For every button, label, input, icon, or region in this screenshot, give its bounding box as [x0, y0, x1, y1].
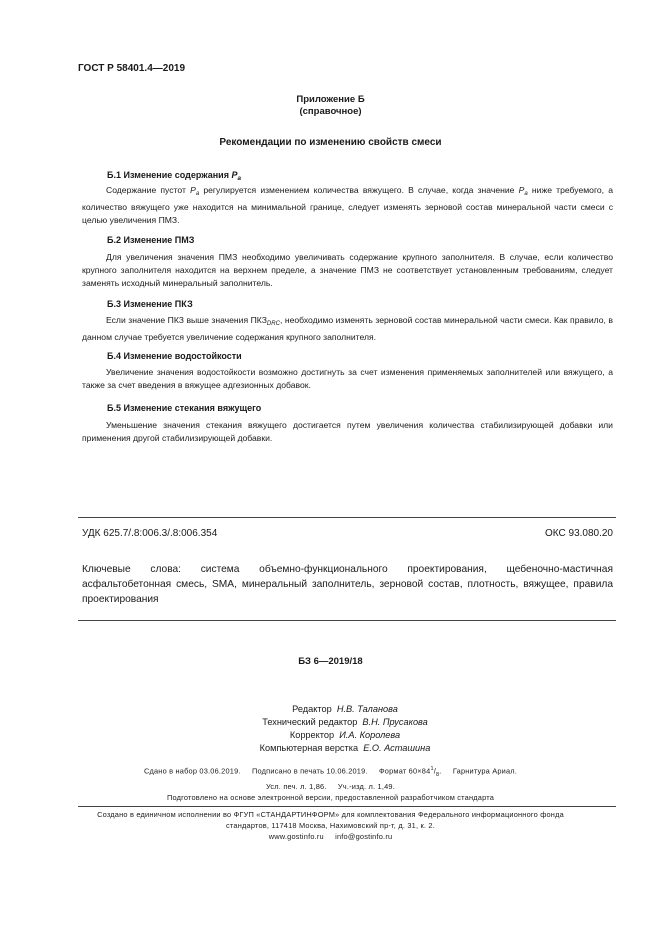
- paragraph-b4: Увеличение значения водостойкости возможно достигнуть за счет изменения применяемых заполнителей или вяжущего, а также за счет введения в вяжущее адгезионных добавок.: [82, 367, 613, 390]
- udk-code: УДК 625.7/.8:006.3/.8:006.354: [82, 528, 218, 539]
- staff-role: Корректор: [289, 730, 335, 740]
- section-heading-b3: Б.3 Изменение ПКЗ: [107, 299, 193, 309]
- appendix-type: (справочное): [299, 106, 362, 117]
- staff-name: И.А. Королева: [339, 730, 401, 740]
- print-line-1: Сдано в набор 03.06.2019. Подписано в печать 10.06.2019. Формат $60\times 84^1/_8$. Гарнитура Ариал.: [143, 766, 518, 778]
- b1-var-2: P: [518, 185, 525, 195]
- section-heading-b5: Б.5 Изменение стекания вяжущего: [107, 403, 262, 413]
- b1-text-1: Содержание пустот: [106, 185, 191, 195]
- staff-tech-editor: [230, 716, 460, 729]
- staff-layout: [230, 742, 460, 755]
- divider-top: [78, 517, 616, 518]
- keywords: Ключевые слова: система объемно-функционального проектирования, щебеночно-мастичная асфальтобетонная смесь, SMA, минеральный заполнитель, зерновой состав, плотность, вяжущее, правила проектирования: [82, 564, 613, 605]
- print-line-2: [0, 781, 661, 792]
- print-format-sup: 1: [430, 766, 434, 772]
- print-format: Формат 60×84: [378, 766, 431, 776]
- b3-text-2: , необходимо изменять зерновой состав минеральной части смеси. Как правило, в данном случае требуется увеличение содержания крупного заполнителя.: [82, 315, 613, 343]
- section-heading-b1-text: Б.1 Изменение содержания: [107, 170, 232, 180]
- divider-bottom: [78, 620, 616, 621]
- footer: [0, 809, 661, 842]
- section-heading-b1-sub: a: [237, 175, 242, 183]
- print-pub-sheets: Уч.-изд. л. 1,49.: [337, 781, 395, 791]
- print-submitted: Сдано в набор 03.06.2019.: [143, 766, 241, 776]
- print-sheets: Усл. печ. л. 1,86.: [266, 781, 327, 791]
- b1-var-1: P: [190, 185, 196, 195]
- staff-name: В.Н. Прусакова: [362, 717, 428, 727]
- paragraph-b2: Для увеличения значения ПМЗ необходимо увеличивать содержание крупного заполнителя. В случае, если количество крупного заполнителя находится на верхнем пределе, а значение ПМЗ не соответствует установленным требованиям, следует заменять исходный минеральный заполнитель.: [82, 252, 613, 288]
- document-code: ГОСТ Р 58401.4—2019: [78, 63, 186, 74]
- footer-email-link[interactable]: info@gostinfo.ru: [335, 832, 393, 841]
- section-heading-b2: Б.2 Изменение ПМЗ: [107, 235, 195, 245]
- b1-sub-2: a: [524, 191, 528, 198]
- recommendations-title: Рекомендации по изменению свойств смеси: [219, 137, 442, 148]
- bz-number: БЗ 6—2019/18: [298, 656, 363, 667]
- b1-text-3: ниже требуемого, а количество вяжущего уже находится на минимальной границе, следует изменять зерновой состав минеральной части смеси с целью увеличения ПМЗ.: [82, 185, 614, 226]
- staff-role: Редактор: [292, 704, 332, 714]
- footer-website-link[interactable]: www.gostinfo.ru: [268, 832, 324, 841]
- print-details: [0, 764, 661, 803]
- b3-sub: DRC: [266, 321, 280, 328]
- print-format-dot: .: [439, 766, 442, 776]
- section-heading-b1-var: P: [231, 170, 238, 180]
- staff-corrector: [230, 729, 460, 742]
- b3-text-1: Если значение ПКЗ выше значения ПКЗ: [106, 315, 267, 325]
- staff-name: Е.О. Асташина: [363, 743, 431, 753]
- print-format-sub: 8: [436, 771, 440, 778]
- appendix-heading: [0, 94, 661, 118]
- oks-code: ОКС 93.080.20: [545, 528, 613, 539]
- staff-role: Компьютерная верстка: [259, 743, 359, 753]
- footer-line-3: [0, 831, 661, 842]
- print-signed: Подписано в печать 10.06.2019.: [251, 766, 368, 776]
- footer-line-2: стандартов, 117418 Москва, Нахимовский пр-т, д. 31, к. 2.: [226, 821, 435, 830]
- paragraph-b1: [82, 184, 613, 227]
- section-heading-b1: [107, 170, 241, 182]
- b1-sub-1: a: [195, 191, 200, 198]
- staff-editor: [230, 703, 460, 716]
- appendix-title: Приложение Б: [296, 94, 365, 105]
- staff-name: Н.В. Таланова: [336, 704, 398, 714]
- staff-role: Технический редактор: [262, 717, 358, 727]
- print-typeface: Гарнитура Ариал.: [452, 766, 518, 776]
- print-line-3: Подготовлено на основе электронной версии, предоставленной разработчиком стандарта: [166, 792, 495, 802]
- footer-line-1: Создано в единичном исполнении во ФГУП «СТАНДАРТИНФОРМ» для комплектования Федерального информационного фонда: [97, 810, 564, 819]
- staff-list: [230, 703, 460, 755]
- b1-text-2: регулируется изменением количества вяжущего. В случае, когда значение: [199, 185, 519, 195]
- divider-footer: [78, 806, 616, 807]
- section-heading-b4: Б.4 Изменение водостойкости: [107, 351, 242, 361]
- paragraph-b3: [82, 314, 613, 344]
- paragraph-b5: Уменьшение значения стекания вяжущего достигается путем увеличения количества стабилизирующей добавки или применения другой стабилизирующей добавки.: [82, 420, 613, 443]
